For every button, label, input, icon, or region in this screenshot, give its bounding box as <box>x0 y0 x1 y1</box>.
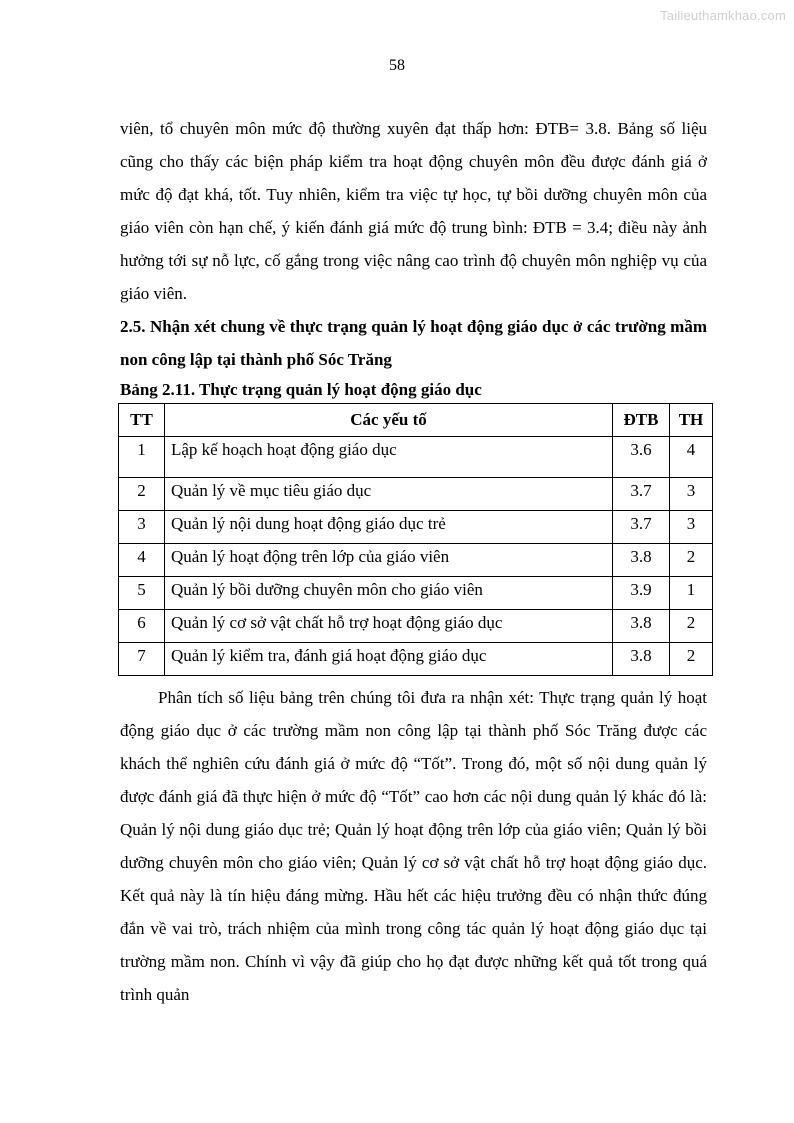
cell-item: Quản lý bồi dưỡng chuyên môn cho giáo viên <box>165 577 613 610</box>
cell-tt: 5 <box>119 577 165 610</box>
header-dtb: ĐTB <box>613 404 670 437</box>
cell-th: 2 <box>670 643 713 676</box>
data-table <box>118 403 713 676</box>
table-caption: Bảng 2.11. Thực trạng quản lý hoạt động giáo dục <box>120 380 482 399</box>
paragraph-1: viên, tổ chuyên môn mức độ thường xuyên đạt thấp hơn: ĐTB= 3.8. Bảng số liệu cũng cho thấy các biện pháp kiểm tra hoạt động chuyên môn đều được đánh giá ở mức độ đạt khá, tốt. Tuy nhiên, kiểm tra việc tự học, tự bồi dưỡng chuyên môn của giáo viên còn hạn chế, ý kiến đánh giá mức độ trung bình: ĐTB = 3.4; điều này ảnh hưởng tới sự nỗ lực, cố gắng trong việc nâng cao trình độ chuyên môn nghiệp vụ của giáo viên. <box>120 119 707 303</box>
table-row <box>119 544 713 577</box>
cell-item: Quản lý hoạt động trên lớp của giáo viên <box>165 544 613 577</box>
cell-tt: 7 <box>119 643 165 676</box>
cell-item: Quản lý về mục tiêu giáo dục <box>165 478 613 511</box>
cell-dtb: 3.8 <box>613 643 670 676</box>
cell-th: 3 <box>670 478 713 511</box>
cell-item: Lập kế hoạch hoạt động giáo dục <box>165 437 613 478</box>
header-th: TH <box>670 404 713 437</box>
table-row <box>119 643 713 676</box>
cell-tt: 2 <box>119 478 165 511</box>
cell-tt: 1 <box>119 437 165 478</box>
watermark: Tailieuthamkhao.com <box>660 8 786 23</box>
page-number: 58 <box>389 57 405 74</box>
table-row <box>119 437 713 478</box>
cell-item: Quản lý nội dung hoạt động giáo dục trẻ <box>165 511 613 544</box>
cell-th: 1 <box>670 577 713 610</box>
table-row <box>119 478 713 511</box>
cell-item: Quản lý cơ sở vật chất hỗ trợ hoạt động giáo dục <box>165 610 613 643</box>
table-row <box>119 577 713 610</box>
cell-item: Quản lý kiểm tra, đánh giá hoạt động giáo dục <box>165 643 613 676</box>
cell-th: 2 <box>670 610 713 643</box>
section-heading: 2.5. Nhận xét chung về thực trạng quản lý hoạt động giáo dục ở các trường mầm non công lập tại thành phố Sóc Trăng <box>120 317 707 369</box>
cell-dtb: 3.8 <box>613 610 670 643</box>
cell-tt: 6 <box>119 610 165 643</box>
cell-dtb: 3.7 <box>613 478 670 511</box>
page-content <box>120 112 707 1011</box>
cell-dtb: 3.8 <box>613 544 670 577</box>
cell-tt: 4 <box>119 544 165 577</box>
cell-dtb: 3.9 <box>613 577 670 610</box>
cell-th: 4 <box>670 437 713 478</box>
table-row <box>119 511 713 544</box>
cell-dtb: 3.6 <box>613 437 670 478</box>
table-header-row <box>119 404 713 437</box>
paragraph-2: Phân tích số liệu bảng trên chúng tôi đưa ra nhận xét: Thực trạng quản lý hoạt động giáo dục ở các trường mầm non công lập tại thành phố Sóc Trăng được các khách thể nghiên cứu đánh giá ở mức độ “Tốt”. Trong đó, một số nội dung quản lý được đánh giá đã thực hiện ở mức độ “Tốt” cao hơn các nội dung quản lý khác đó là: Quản lý nội dung giáo dục trẻ; Quản lý hoạt động trên lớp của giáo viên; Quản lý bồi dưỡng chuyên môn cho giáo viên; Quản lý cơ sở vật chất hỗ trợ hoạt động giáo dục. Kết quả này là tín hiệu đáng mừng. Hầu hết các hiệu trưởng đều có nhận thức đúng đắn về vai trò, trách nhiệm của mình trong công tác quản lý hoạt động giáo dục tại trường mầm non. Chính vì vậy đã giúp cho họ đạt được những kết quả tốt trong quá trình quản <box>120 688 707 1004</box>
cell-th: 3 <box>670 511 713 544</box>
header-tt: TT <box>119 404 165 437</box>
table-row <box>119 610 713 643</box>
cell-dtb: 3.7 <box>613 511 670 544</box>
cell-tt: 3 <box>119 511 165 544</box>
cell-th: 2 <box>670 544 713 577</box>
header-item: Các yếu tố <box>165 404 613 437</box>
